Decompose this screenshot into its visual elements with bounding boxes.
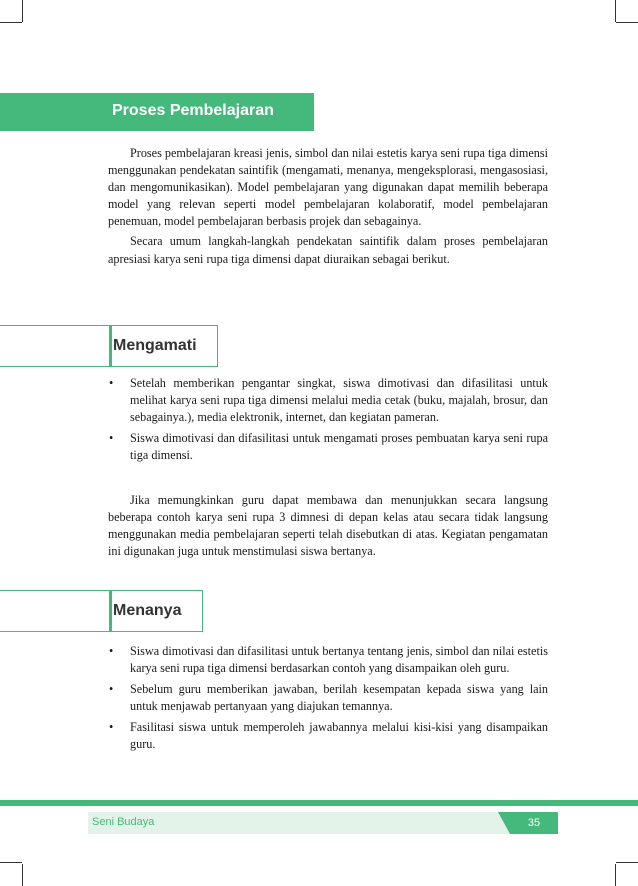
- book-title: Seni Budaya: [92, 816, 155, 828]
- page-footer: [88, 812, 558, 834]
- heading-accent: [109, 326, 112, 367]
- heading-accent: [109, 591, 112, 632]
- crop-mark: [22, 864, 23, 886]
- section-heading-proses-pembelajaran: [0, 93, 314, 131]
- paragraph: Secara umum langkah-langkah pendekatan saintifik dalam proses pembelajaran apresiasi karya seni rupa tiga dimensi dapat diuraikan sebagai berikut.: [108, 234, 548, 266]
- page-number: 35: [510, 812, 558, 834]
- crop-mark: [0, 862, 22, 863]
- list-item-text: Siswa dimotivasi dan difasilitasi untuk bertanya tentang jenis, simbol dan nilai estetis karya seni rupa tiga dimensi berdasarkan contoh yang disampaikan oleh guru.: [130, 644, 548, 676]
- list-item-text: Siswa dimotivasi dan difasilitasi untuk mengamati proses pembuatan karya seni rupa tiga dimensi.: [130, 431, 548, 463]
- crop-mark: [615, 864, 616, 886]
- section-title: Menanya: [113, 602, 182, 619]
- section-heading-mengamati: [0, 325, 218, 367]
- list-item: [108, 643, 548, 677]
- section-title: Proses Pembelajaran: [112, 102, 274, 119]
- list-item-text: Setelah memberikan pengantar singkat, siswa dimotivasi dan difasilitasi untuk melihat karya seni rupa tiga dimensi melalui media cetak (buku, majalah, brosur, dan sebagainya.), media elektronik, internet, dan kegiatan pameran.: [130, 376, 548, 425]
- mengamati-list: [108, 375, 548, 468]
- section-title: Mengamati: [113, 337, 197, 354]
- section-heading-menanya: [0, 590, 203, 632]
- paragraph: Proses pembelajaran kreasi jenis, simbol dan nilai estetis karya seni rupa tiga dimensi menggunakan pendekatan saintifik (mengamati, menanya, mengeksplorasi, mengasosiasi, dan mengomunikasikan). Model pembelajaran yang digunakan dapat memilih beberapa model yang relevan seperti model pembelajaran kolaboratif, model pembelajaran penemuan, model pembelajaran berbasis projek dan sebagainya.: [108, 146, 548, 229]
- crop-mark: [616, 22, 638, 23]
- list-item-text: Sebelum guru memberikan jawaban, berilah kesempatan kepada siswa yang lain untuk menjawab pertanyaan yang diajukan temannya.: [130, 682, 548, 714]
- bullet-icon: •: [109, 431, 114, 446]
- bullet-icon: •: [109, 376, 114, 390]
- bullet-icon: •: [109, 644, 114, 658]
- crop-mark: [615, 0, 616, 22]
- crop-mark: [22, 0, 23, 22]
- list-item-text: Fasilitasi siswa untuk memperoleh jawabannya melalui kisi-kisi yang disampaikan guru.: [130, 720, 548, 752]
- bullet-icon: •: [109, 682, 114, 697]
- crop-mark: [0, 22, 22, 23]
- list-item: [108, 719, 548, 753]
- section-body-proses: [108, 145, 548, 268]
- menanya-list: [108, 643, 548, 758]
- list-item: [108, 681, 548, 715]
- crop-mark: [616, 862, 638, 863]
- footer-notch: [498, 812, 510, 834]
- list-item: [108, 430, 548, 464]
- bullet-icon: •: [109, 720, 114, 735]
- footer-rule: [0, 800, 638, 806]
- section-body-mengamati: [108, 492, 548, 560]
- list-item: [108, 375, 548, 426]
- paragraph: Jika memungkinkan guru dapat membawa dan menunjukkan secara langsung beberapa contoh karya seni rupa 3 dimnesi di depan kelas atau secara tidak langsung menggunakan media pembelajaran seperti telah disebutkan di atas. Kegiatan pengamatan ini digunakan juga untuk menstimulasi siswa bertanya.: [108, 493, 548, 559]
